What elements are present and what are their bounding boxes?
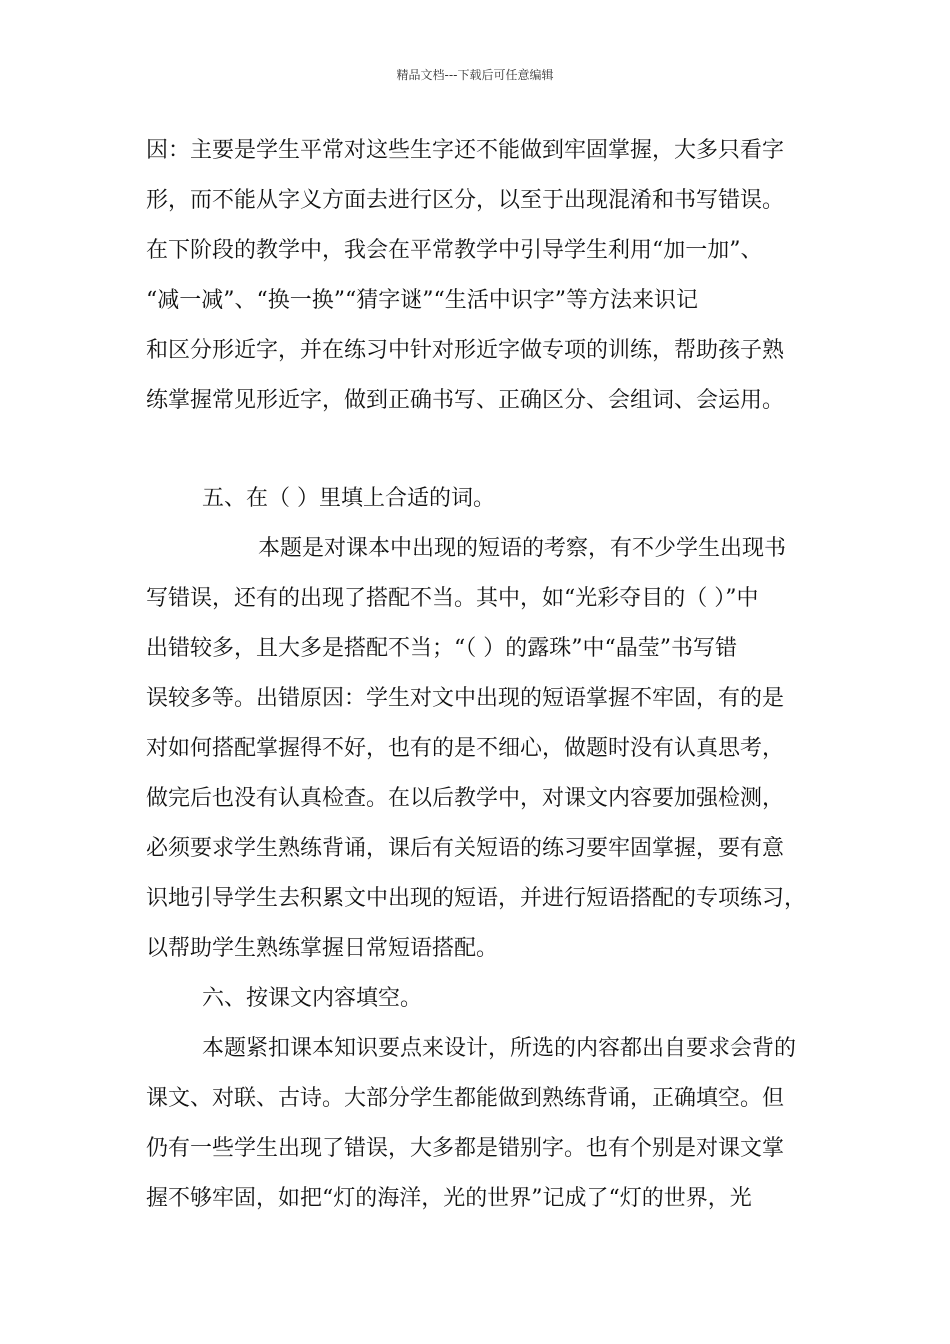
body-text-line: 出错较多，且大多是搭配不当；“（ ）的露珠”中“晶莹”书写错 <box>146 636 737 661</box>
body-text-line: 本题紧扣课本知识要点来设计，所选的内容都出自要求会背的 <box>202 1036 797 1061</box>
body-text-line: 在下阶段的教学中，我会在平常教学中引导学生利用“加一加”、 <box>146 238 763 263</box>
body-text-line: “减一减”、“换一换”“猜字谜”“生活中识字”等方法来识记 <box>146 288 698 313</box>
body-text-line: 以帮助学生熟练掌握日常短语搭配。 <box>146 936 499 961</box>
body-text-line: 做完后也没有认真检查。在以后教学中，对课文内容要加强检测， <box>146 786 785 811</box>
body-text-line: 本题是对课本中出现的短语的考察，有不少学生出现书 <box>258 536 787 561</box>
body-text-line: 因：主要是学生平常对这些生字还不能做到牢固掌握，大多只看字 <box>146 138 785 163</box>
page-header: 精品文档---下载后可任意编辑 <box>396 68 554 82</box>
body-text-line: 写错误，还有的出现了搭配不当。其中，如“光彩夺目的（ ）”中 <box>146 586 759 611</box>
section-heading: 五、在（ ）里填上合适的词。 <box>202 486 495 511</box>
body-text-line: 练掌握常见形近字，做到正确书写、正确区分、会组词、会运用。 <box>146 388 785 413</box>
body-text-line: 课文、对联、古诗。大部分学生都能做到熟练背诵，正确填空。但 <box>146 1086 785 1111</box>
body-text-line: 握不够牢固，如把“灯的海洋，光的世界”记成了“灯的世界，光 <box>146 1186 752 1211</box>
body-text-line: 形，而不能从字义方面去进行区分，以至于出现混淆和书写错误。 <box>146 188 785 213</box>
body-text-line: 和区分形近字，并在练习中针对形近字做专项的训练，帮助孩子熟 <box>146 338 785 363</box>
body-text-line: 对如何搭配掌握得不好，也有的是不细心，做题时没有认真思考， <box>146 736 785 761</box>
body-text-line: 识地引导学生去积累文中出现的短语，并进行短语搭配的专项练习， <box>146 886 807 911</box>
body-text-line: 仍有一些学生出现了错误，大多都是错别字。也有个别是对课文掌 <box>146 1136 785 1161</box>
body-text-line: 必须要求学生熟练背诵，课后有关短语的练习要牢固掌握，要有意 <box>146 836 785 861</box>
body-text-line: 误较多等。出错原因：学生对文中出现的短语掌握不牢固，有的是 <box>146 686 785 711</box>
section-heading: 六、按课文内容填空。 <box>202 986 423 1011</box>
